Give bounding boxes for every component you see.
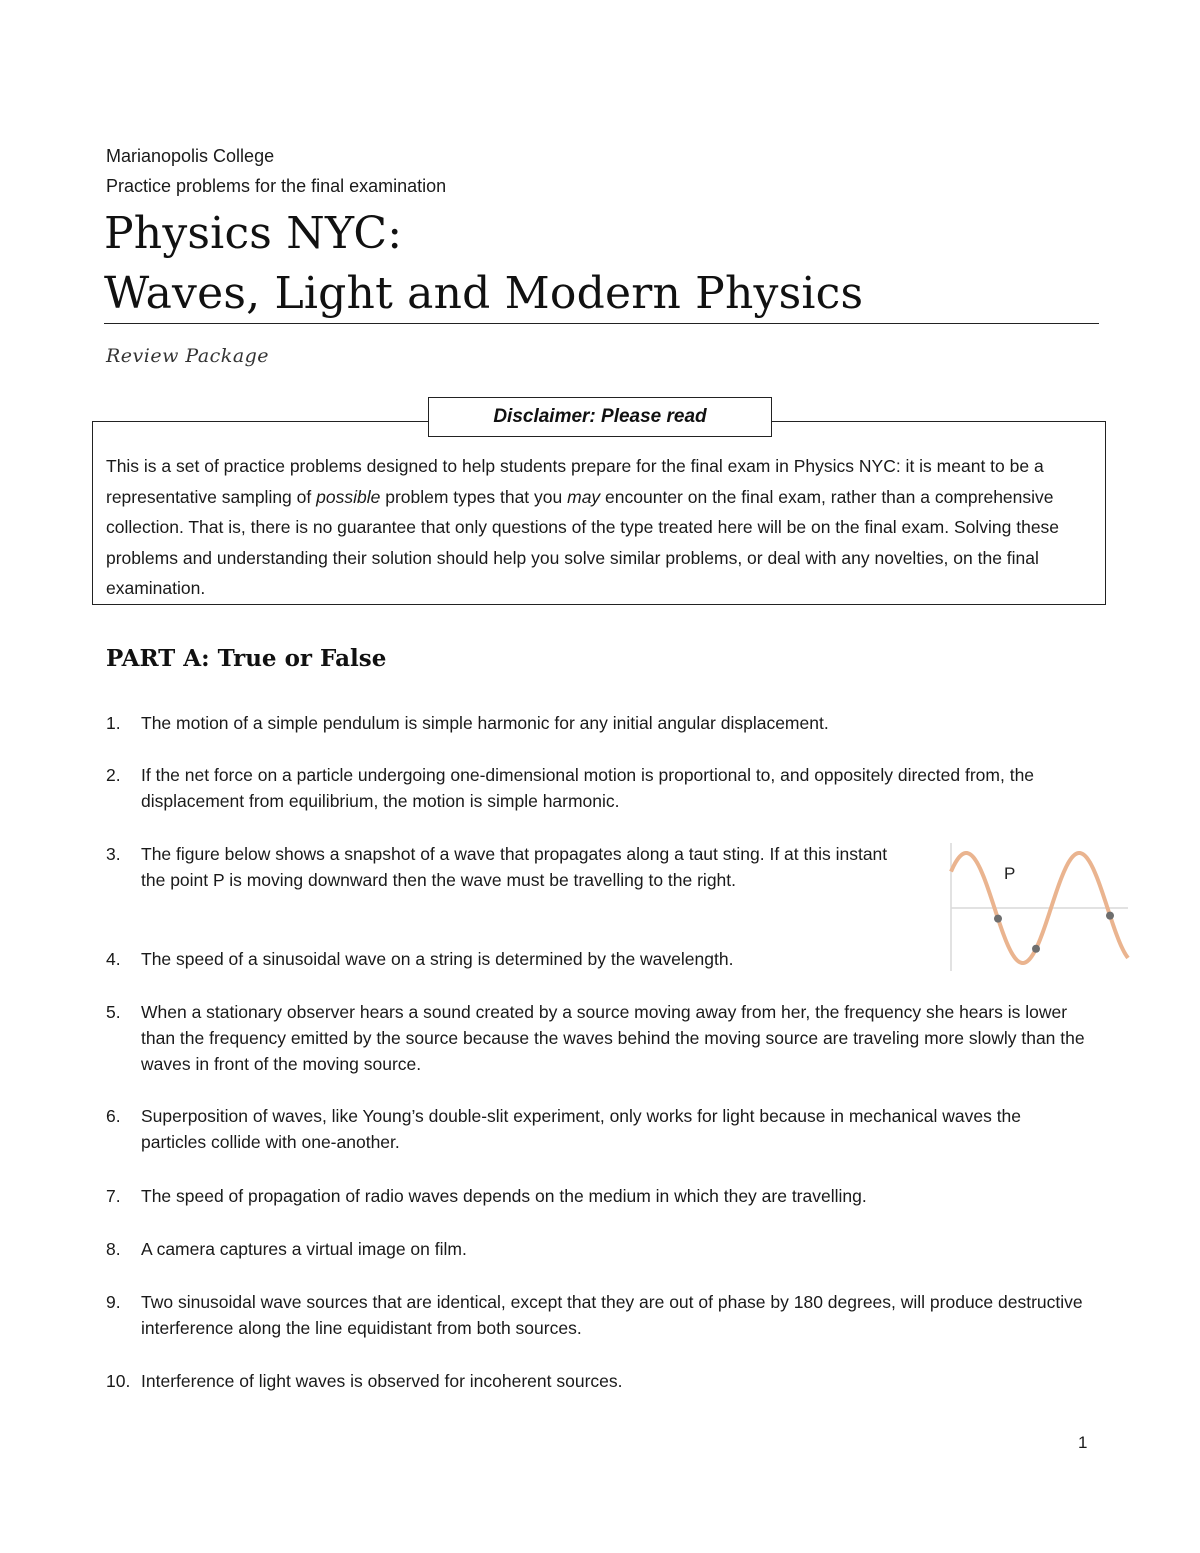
- question-number: 5.: [106, 1002, 121, 1022]
- disclaimer-title: Disclaimer: Please read: [493, 406, 707, 427]
- wave-point-p: [994, 915, 1002, 923]
- question-number: 8.: [106, 1239, 121, 1259]
- wave-point-trough: [1032, 945, 1040, 953]
- review-package-label: Review Package: [106, 345, 270, 367]
- question-number: 1.: [106, 713, 121, 733]
- question-number: 2.: [106, 765, 121, 785]
- disclaimer-text-part: problem types that you: [380, 486, 568, 507]
- question-number: 10.: [106, 1371, 131, 1391]
- question-item: [106, 841, 916, 893]
- question-text: The figure below shows a snapshot of a wave that propagates along a taut sting. If at this instant the point P is moving downward then the wave must be travelling to the right.: [141, 844, 888, 890]
- question-number: 6.: [106, 1106, 121, 1126]
- question-number: 3.: [106, 844, 121, 864]
- disclaimer-emphasis: may: [567, 486, 601, 507]
- question-text: If the net force on a particle undergoing one-dimensional motion is proportional to, and oppositely directed from, the displacement from equilibrium, the motion is simple harmonic.: [141, 765, 1035, 811]
- disclaimer-emphasis: possible: [316, 486, 381, 507]
- question-text: Two sinusoidal wave sources that are identical, except that they are out of phase by 180 degrees, will produce destructive interference along the line equidistant from both sources.: [141, 1292, 1083, 1338]
- question-item: [106, 1368, 1091, 1394]
- question-number: 9.: [106, 1292, 121, 1312]
- question-item: [106, 946, 1091, 972]
- question-text: The motion of a simple pendulum is simple harmonic for any initial angular displacement.: [141, 713, 829, 733]
- page-number: 1: [1078, 1433, 1088, 1452]
- wave-snapshot-figure: [948, 843, 1130, 973]
- question-item: [106, 1183, 1091, 1209]
- point-p-label: P: [1004, 864, 1016, 883]
- college-name: Marianopolis College: [106, 146, 275, 166]
- title-underline: [104, 323, 1099, 324]
- part-a-heading: PART A: True or False: [106, 645, 387, 672]
- question-text: Superposition of waves, like Young’s double-slit experiment, only works for light because in mechanical waves the particles collide with one-another.: [141, 1106, 1022, 1152]
- disclaimer-text-part: This is a set of practice problems designed to help students prepare for the final exam in Physics NYC: it is meant to be a representative sampling of: [106, 456, 1044, 507]
- question-text: The speed of a sinusoidal wave on a string is determined by the wavelength.: [141, 949, 734, 969]
- question-item: [106, 1236, 1091, 1262]
- question-text: Interference of light waves is observed for incoherent sources.: [141, 1371, 623, 1391]
- question-item: [106, 762, 1091, 814]
- question-item: [106, 999, 1091, 1077]
- question-item: [106, 1103, 1091, 1155]
- document-subtitle: Practice problems for the final examination: [106, 176, 447, 196]
- question-item: [106, 1289, 1091, 1341]
- wave-point-right: [1106, 912, 1114, 920]
- disclaimer-text-part: encounter on the final exam, rather than a comprehensive collection. That is, there is no guarantee that only questions of the type treated here will be on the final exam. Solving these problems and understanding their solution should help you solve similar problems, or deal with any novelties, on the final examination.: [106, 486, 1060, 598]
- title-line-1: Physics NYC:: [104, 208, 403, 259]
- question-text: A camera captures a virtual image on film.: [141, 1239, 467, 1259]
- question-number: 7.: [106, 1186, 121, 1206]
- disclaimer-text: [106, 451, 1096, 604]
- title-line-2: Waves, Light and Modern Physics: [104, 268, 864, 319]
- question-item: [106, 710, 1091, 736]
- question-text: The speed of propagation of radio waves depends on the medium in which they are travelling.: [141, 1186, 867, 1206]
- disclaimer-tab: [428, 397, 772, 437]
- question-text: When a stationary observer hears a sound created by a source moving away from her, the frequency she hears is lower than the frequency emitted by the source because the waves behind the moving source are traveling more slowly than the waves in front of the moving source.: [141, 1002, 1085, 1074]
- question-number: 4.: [106, 949, 121, 969]
